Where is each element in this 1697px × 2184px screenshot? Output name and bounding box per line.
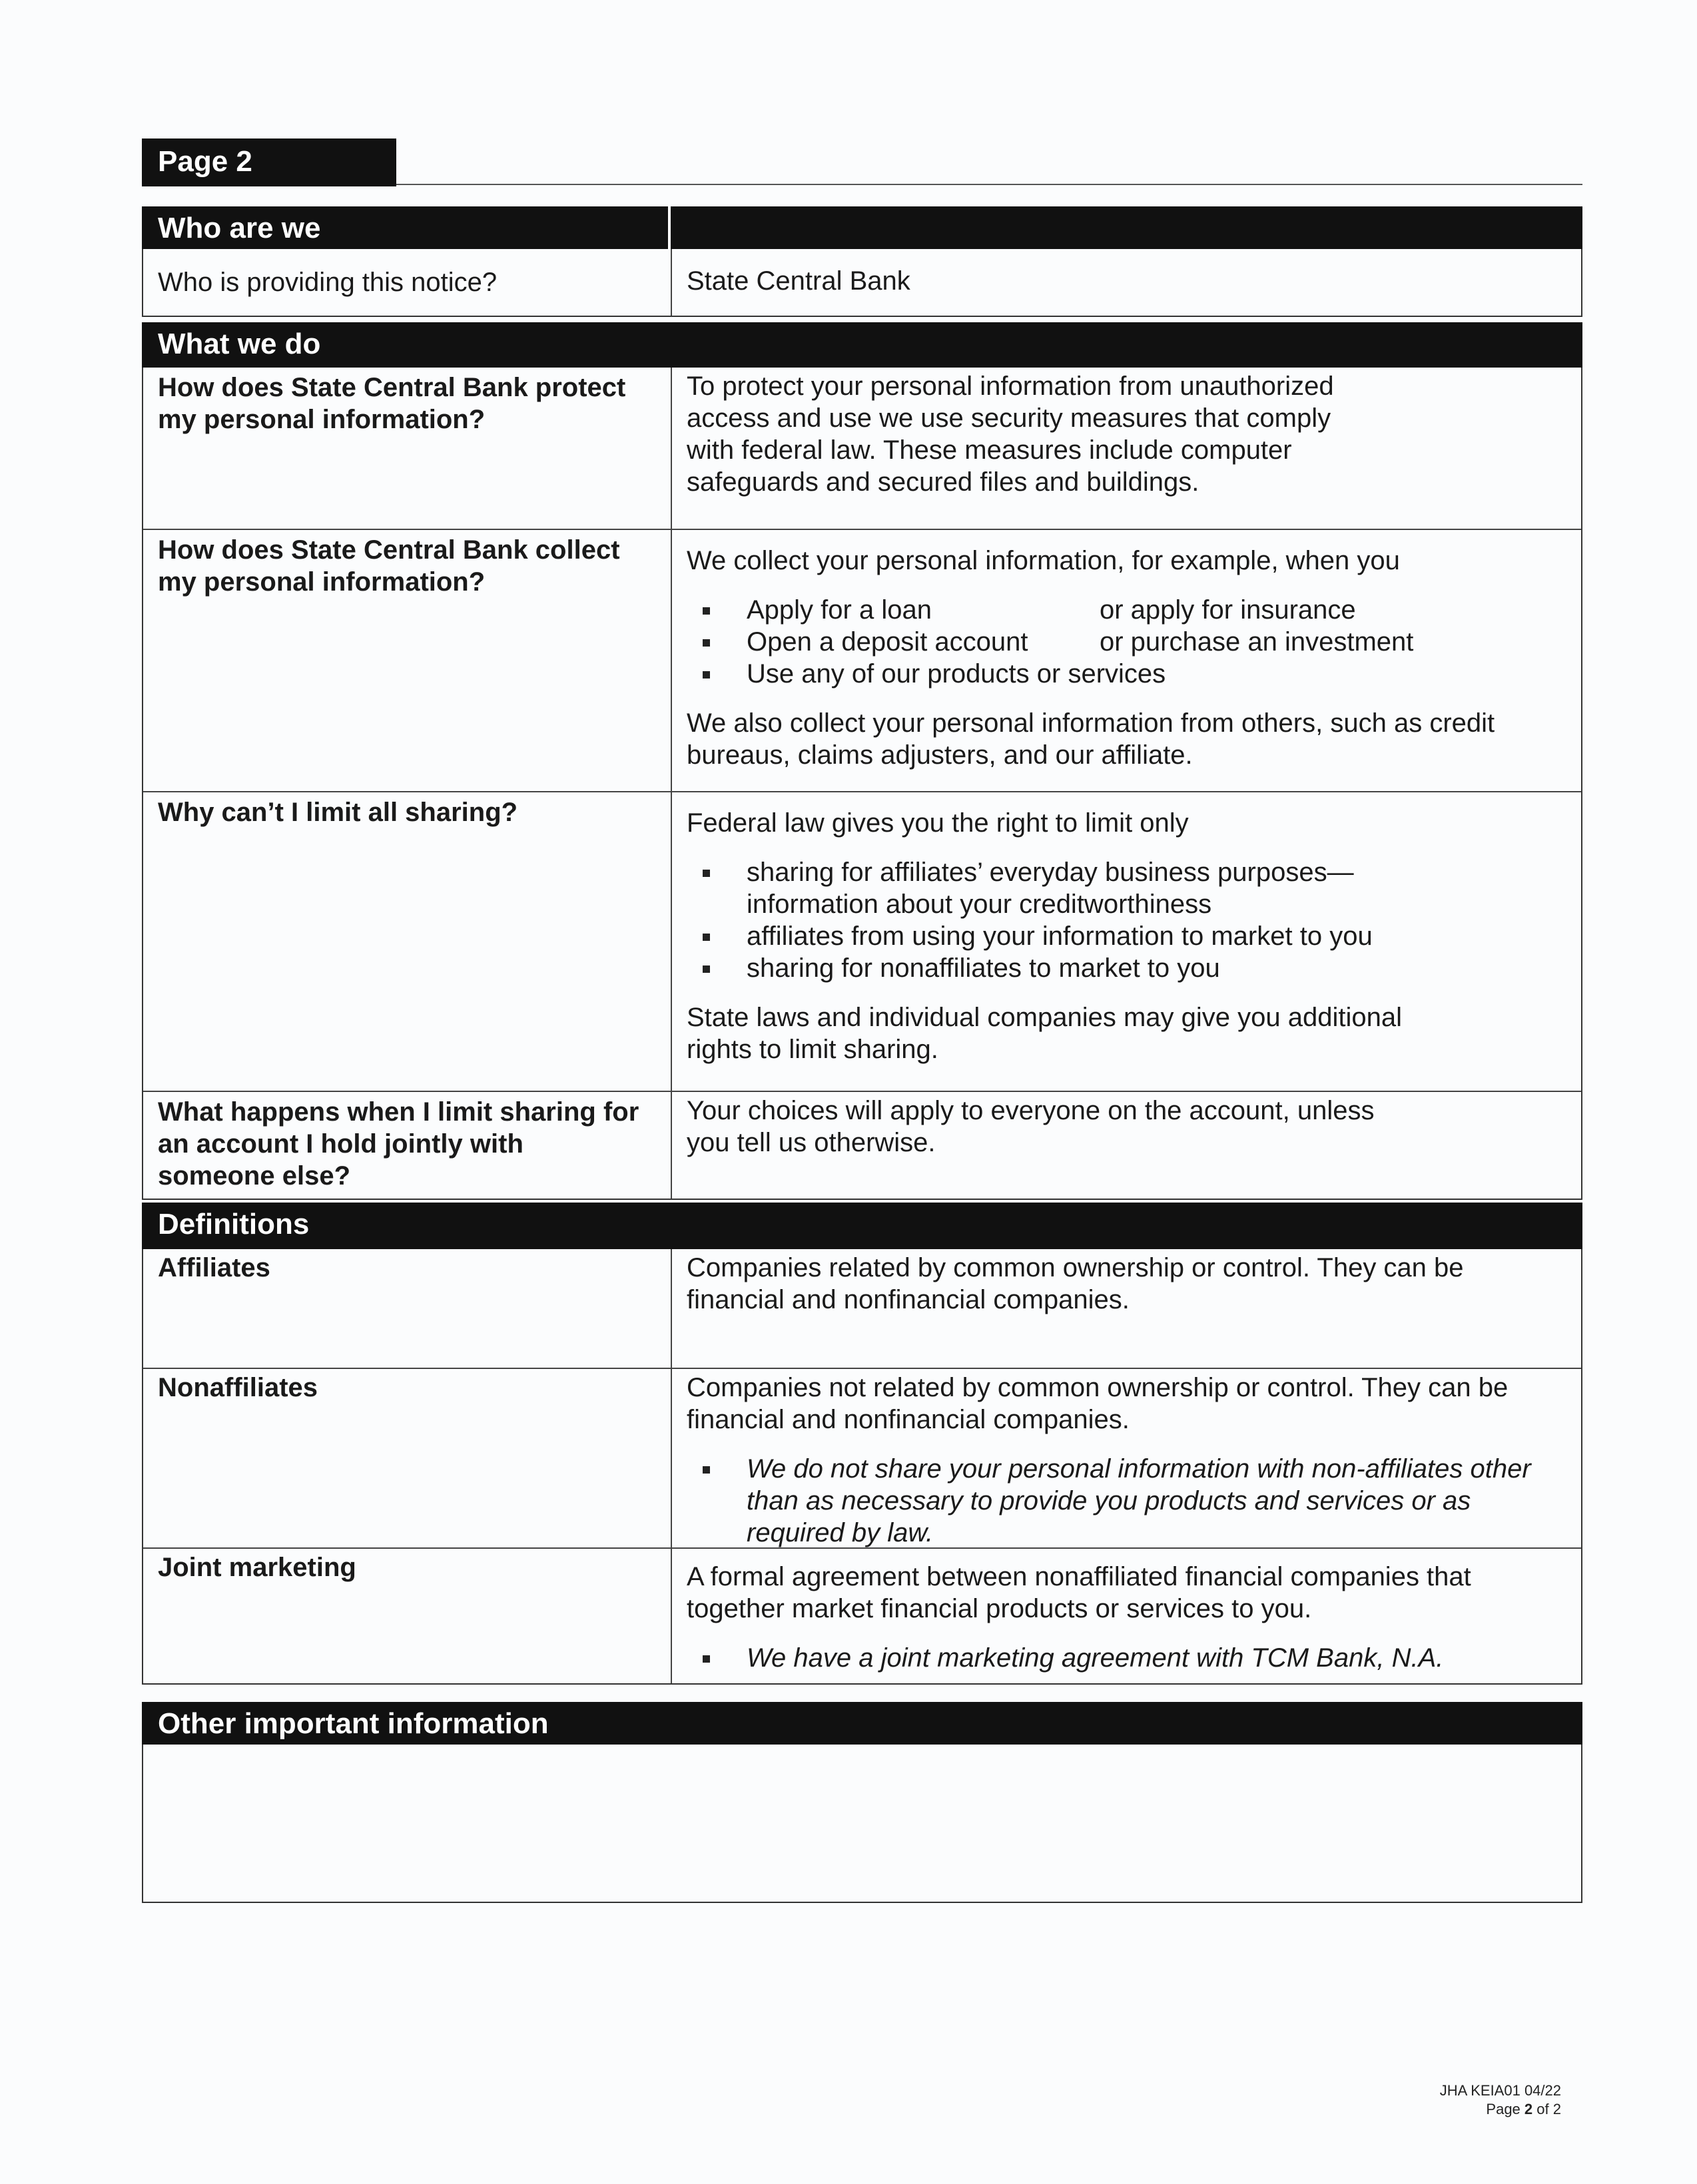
page-tab-rule: [396, 184, 1582, 185]
list-item: sharing for nonaffiliates to market to you: [687, 952, 1393, 984]
form-code: JHA KEIA01 04/22: [1439, 2082, 1561, 2099]
list-item-text: or purchase an investment: [1100, 627, 1414, 657]
page-count-suffix: of 2: [1536, 2101, 1561, 2117]
list-item: [687, 594, 1566, 626]
question-cell: [143, 792, 672, 1091]
other-info-header: [142, 1702, 1582, 1745]
header-divider: [668, 206, 671, 249]
footer: [1440, 2081, 1561, 2119]
page-count: [1440, 2100, 1561, 2119]
list-item: We have a joint marketing agreement with TCM Bank, N.A.: [687, 1642, 1566, 1674]
definition-text: Companies related by common ownership or control. They can be financial and nonfinancial companies.: [687, 1253, 1464, 1314]
question-cell: [143, 1092, 672, 1199]
table-row: [143, 1091, 1581, 1199]
who-are-we-title: Who are we: [158, 212, 321, 244]
list-item: We do not share your personal information with non-affiliates other than as necessary to provide you products and services or as required by law.: [687, 1453, 1566, 1549]
bullet-list: [687, 856, 1566, 984]
table-row: [143, 529, 1581, 791]
question-text: How does State Central Bank protect my personal information?: [158, 373, 626, 434]
definitions-title: Definitions: [158, 1208, 310, 1240]
what-we-do-title: What we do: [158, 328, 321, 360]
list-item: affiliates from using your information to market to you: [687, 920, 1393, 952]
definition-cell: [672, 1549, 1581, 1683]
outro-text: We also collect your personal information from others, such as credit bureaus, claims adjusters, and our affiliate.: [687, 708, 1495, 770]
answer-cell: [672, 1092, 1581, 1199]
page-tab: Page 2: [142, 138, 396, 186]
term-text: Joint marketing: [158, 1553, 356, 1582]
bullet-list: [687, 1642, 1566, 1674]
question-text: Why can’t I limit all sharing?: [158, 798, 518, 827]
outro-text: State laws and individual companies may give you additional rights to limit sharing.: [687, 1003, 1402, 1064]
who-are-we-header: [142, 206, 1582, 249]
answer-cell: [672, 530, 1581, 791]
question-text: Who is providing this notice?: [158, 268, 498, 297]
question-cell: [143, 368, 672, 529]
list-item-text: Open a deposit account: [747, 627, 1028, 657]
list-item: sharing for affiliates’ everyday business purposes— information about your creditworthiness: [687, 856, 1393, 920]
definitions-table: [142, 1249, 1582, 1685]
other-info-box: [142, 1745, 1582, 1903]
list-item-text: Apply for a loan: [747, 595, 932, 625]
answer-text: Your choices will apply to everyone on the account, unless you tell us otherwise.: [687, 1096, 1375, 1157]
what-we-do-table: [142, 368, 1582, 1200]
list-item: [687, 626, 1566, 658]
question-cell: [143, 249, 672, 316]
answer-cell: [672, 249, 1581, 316]
question-cell: [143, 530, 672, 791]
list-item-text: or apply for insurance: [1100, 595, 1356, 625]
bullet-list: [687, 594, 1566, 690]
term-cell: [143, 1549, 672, 1683]
question-text: How does State Central Bank collect my personal information?: [158, 535, 620, 597]
term-text: Nonaffiliates: [158, 1373, 318, 1402]
what-we-do-header: [142, 322, 1582, 368]
definition-cell: [672, 1369, 1581, 1547]
definition-text: Companies not related by common ownership or control. They can be financial and nonfinancial companies.: [687, 1373, 1509, 1434]
term-cell: [143, 1369, 672, 1547]
page-count-number: 2: [1524, 2101, 1533, 2117]
table-row: [143, 1368, 1581, 1547]
answer-cell: [672, 368, 1581, 529]
term-cell: [143, 1249, 672, 1368]
intro-text: Federal law gives you the right to limit only: [687, 808, 1189, 838]
answer-text: To protect your personal information from unauthorized access and use we use security measures that comply with federal law. These measures include computer safeguards and secured files and buildings.: [687, 372, 1334, 497]
table-row: [143, 249, 1581, 316]
answer-cell: [672, 792, 1581, 1091]
table-row: [143, 791, 1581, 1091]
table-row: [143, 1547, 1581, 1683]
definitions-header: [142, 1203, 1582, 1249]
list-item-text: Use any of our products or services: [747, 659, 1166, 688]
term-text: Affiliates: [158, 1253, 270, 1282]
page-count-prefix: Page: [1486, 2101, 1521, 2117]
definition-text: A formal agreement between nonaffiliated financial companies that together market financial products or services to you.: [687, 1562, 1471, 1623]
bullet-list: [687, 1453, 1566, 1549]
definition-cell: [672, 1249, 1581, 1368]
answer-text: State Central Bank: [687, 266, 910, 296]
table-row: [143, 1249, 1581, 1368]
list-item: [687, 658, 1566, 690]
who-are-we-table: [142, 249, 1582, 317]
other-info-title: Other important information: [158, 1707, 549, 1740]
table-row: [143, 368, 1581, 529]
intro-text: We collect your personal information, for example, when you: [687, 546, 1400, 575]
question-text: What happens when I limit sharing for an account I hold jointly with someone else?: [158, 1097, 639, 1191]
